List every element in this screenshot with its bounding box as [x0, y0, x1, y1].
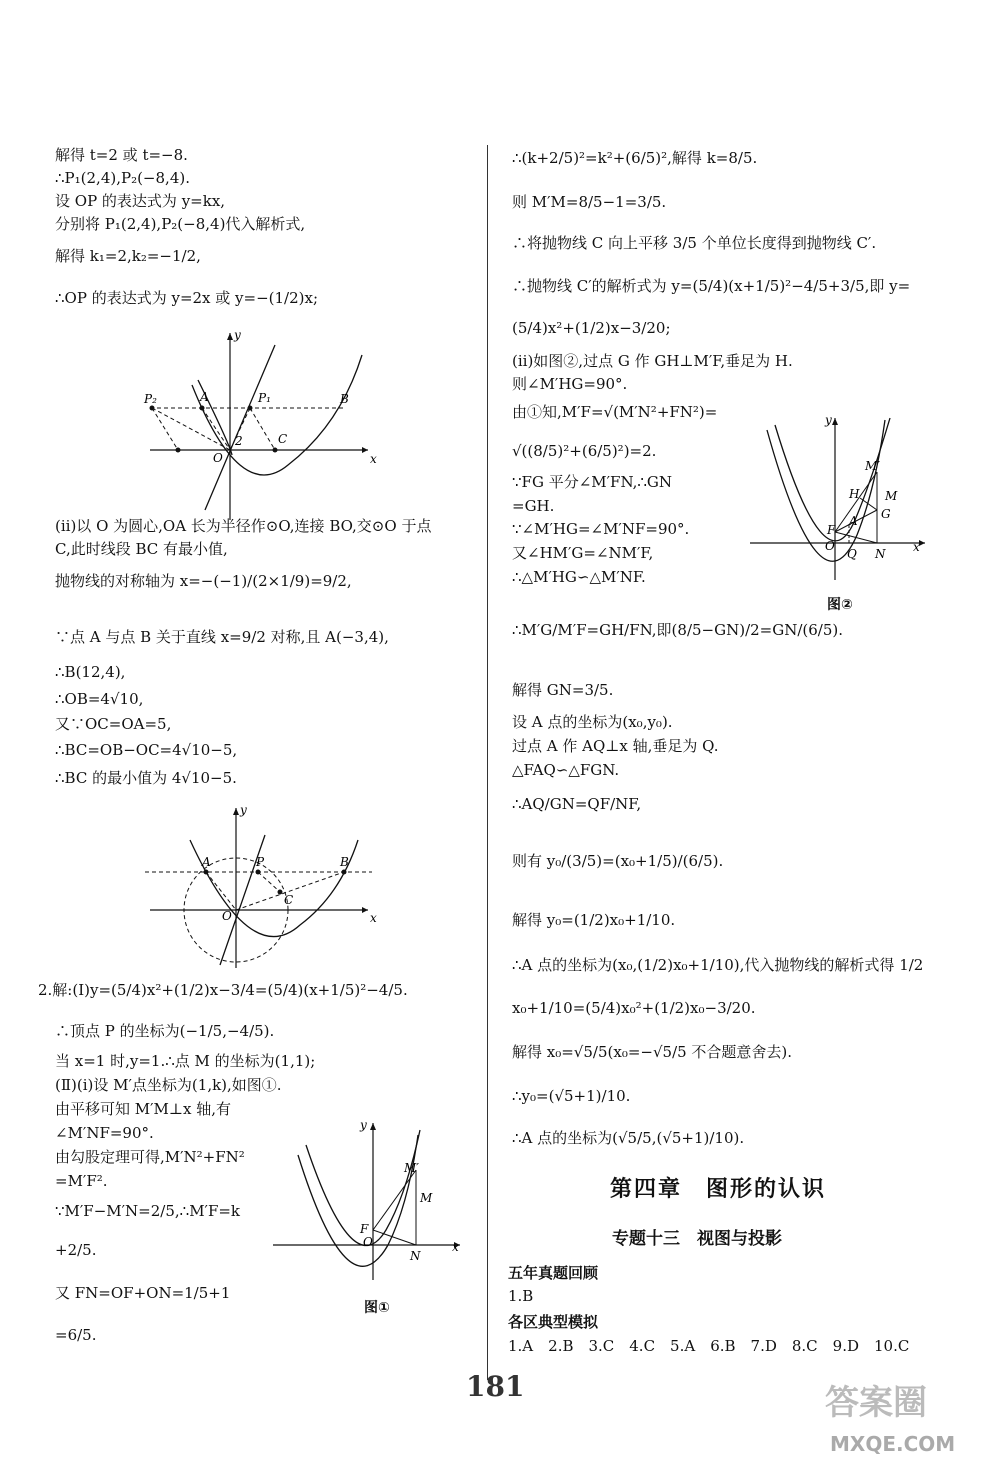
- text-line: 当 x=1 时,y=1.∴点 M 的坐标为(1,1);: [55, 1052, 316, 1070]
- text-line: 解得 k₁=2,k₂=−1/2,: [55, 247, 201, 265]
- axis-label: y: [360, 1118, 367, 1132]
- axis-label: x: [370, 452, 377, 466]
- axis-label: x: [913, 540, 920, 554]
- section-heading: 五年真题回顾: [508, 1264, 599, 1282]
- text-line: ∴OB=4√10,: [55, 690, 144, 708]
- text-line: 2.解:(Ⅰ)y=(5/4)x²+(1/2)x−3/4=(5/4)(x+1/5)²−4/5.: [38, 981, 408, 999]
- text-line: ∴将抛物线 C 向上平移 3/5 个单位长度得到抛物线 C′.: [512, 234, 877, 252]
- text-line: 由①知,M′F=√(M′N²+FN²)=: [512, 403, 718, 421]
- text-line: 则 M′M=8/5−1=3/5.: [512, 193, 667, 211]
- text-line: ∴BC=OB−OC=4√10−5,: [55, 741, 238, 759]
- text-line: ∴OP 的表达式为 y=2x 或 y=−(1/2)x;: [55, 289, 319, 307]
- figure-graph-op: [140, 325, 380, 525]
- point-label: M: [885, 489, 898, 503]
- figure-1: [268, 1115, 468, 1335]
- text-line: 设 OP 的表达式为 y=kx,: [55, 192, 226, 210]
- text-line: ∴BC 的最小值为 4√10−5.: [55, 769, 237, 787]
- point-label: B: [340, 392, 349, 406]
- point-label: N: [410, 1249, 421, 1263]
- text-line: 由平移可知 M′M⊥x 轴,有: [55, 1100, 231, 1118]
- text-line: ∴B(12,4),: [55, 663, 126, 681]
- point-label: O: [213, 451, 223, 465]
- point-label: Q: [847, 547, 857, 561]
- text-line: 又 FN=OF+ON=1/5+1: [55, 1284, 231, 1302]
- point-label: A: [849, 514, 858, 528]
- text-line: 则有 y₀/(3/5)=(x₀+1/5)/(6/5).: [512, 852, 724, 870]
- point-label: P₁: [258, 391, 271, 405]
- text-line: C,此时线段 BC 有最小值,: [55, 540, 228, 558]
- answer-line: 1.B: [508, 1287, 534, 1305]
- text-line: (ⅱ)以 O 为圆心,OA 长为半径作⊙O,连接 BO,交⊙O 于点: [55, 517, 432, 535]
- text-line: 解得 x₀=√5/5(x₀=−√5/5 不合题意舍去).: [512, 1043, 793, 1061]
- point-label: C: [278, 432, 288, 446]
- axis-label: y: [234, 328, 241, 342]
- text-line: ∴A 点的坐标为(√5/5,(√5+1)/10).: [512, 1129, 745, 1147]
- text-line: (5/4)x²+(1/2)x−3/20;: [512, 319, 671, 337]
- point-label: B: [340, 855, 349, 869]
- axis-label: x: [370, 911, 377, 925]
- point-label: M′: [865, 459, 881, 473]
- column-divider: [487, 145, 488, 1380]
- text-line: 又∵OC=OA=5,: [55, 715, 172, 733]
- point-label: F: [827, 523, 836, 537]
- figure-caption: 图②: [827, 597, 853, 613]
- text-line: ∴AQ/GN=QF/NF,: [512, 795, 642, 813]
- figure-caption: 图①: [364, 1300, 390, 1316]
- text-line: 设 A 点的坐标为(x₀,y₀).: [512, 713, 673, 731]
- text-line: ∴y₀=(√5+1)/10.: [512, 1087, 631, 1105]
- text-line: 抛物线的对称轴为 x=−(−1)/(2×1/9)=9/2,: [55, 572, 352, 590]
- point-label: M′: [404, 1161, 420, 1175]
- text-line: ∴(k+2/5)²=k²+(6/5)²,解得 k=8/5.: [512, 149, 758, 167]
- point-label: G: [881, 507, 891, 521]
- text-line: =GH.: [512, 497, 555, 515]
- text-line: 解得 t=2 或 t=−8.: [55, 146, 188, 164]
- figure-graph-circle: [140, 800, 380, 970]
- point-label: C: [284, 893, 294, 907]
- text-line: (Ⅱ)(ⅰ)设 M′点坐标为(1,k),如图①.: [55, 1076, 282, 1094]
- text-line: √((8/5)²+(6/5)²)=2.: [512, 442, 657, 460]
- point-label: F: [360, 1222, 369, 1236]
- text-line: ∵FG 平分∠M′FN,∴GN: [512, 473, 673, 491]
- point-label: A: [202, 855, 211, 869]
- point-label: O: [825, 539, 835, 553]
- text-line: 分别将 P₁(2,4),P₂(−8,4)代入解析式,: [55, 215, 306, 233]
- text-line: 由勾股定理可得,M′N²+FN²: [55, 1148, 245, 1166]
- text-line: ∴△M′HG∽△M′NF.: [512, 568, 646, 586]
- point-label: H: [849, 487, 860, 501]
- text-line: 过点 A 作 AQ⊥x 轴,垂足为 Q.: [512, 737, 719, 755]
- text-line: +2/5.: [55, 1241, 97, 1259]
- text-line: x₀+1/10=(5/4)x₀²+(1/2)x₀−3/20.: [512, 999, 756, 1017]
- text-line: ∴顶点 P 的坐标为(−1/5,−4/5).: [55, 1022, 275, 1040]
- text-line: 则∠M′HG=90°.: [512, 375, 628, 393]
- point-label: N: [875, 547, 886, 561]
- text-line: 解得 GN=3/5.: [512, 681, 614, 699]
- chapter-title: 第四章 图形的认识: [610, 1177, 827, 1202]
- text-line: ∠M′NF=90°.: [55, 1124, 154, 1142]
- point-label: P: [256, 855, 265, 869]
- axis-label: x: [452, 1240, 459, 1254]
- section-heading: 各区典型模拟: [508, 1313, 599, 1331]
- axis-label: y: [240, 803, 247, 817]
- text-line: (ⅱ)如图②,过点 G 作 GH⊥M′F,垂足为 H.: [512, 352, 793, 370]
- point-label: O: [363, 1235, 373, 1249]
- point-label: O: [222, 909, 232, 923]
- text-line: =M′F².: [55, 1172, 108, 1190]
- text-line: ∴M′G/M′F=GH/FN,即(8/5−GN)/2=GN/(6/5).: [512, 621, 844, 639]
- answer-line: 1.A 2.B 3.C 4.C 5.A 6.B 7.D 8.C 9.D 10.C: [508, 1337, 910, 1355]
- point-label: M: [420, 1191, 433, 1205]
- point-label: 2: [235, 434, 243, 448]
- watermark-url: MXQE.COM: [830, 1432, 956, 1456]
- watermark-logo: 答案圈: [825, 1383, 927, 1423]
- text-line: ∵点 A 与点 B 关于直线 x=9/2 对称,且 A(−3,4),: [55, 628, 389, 646]
- figure-2: [745, 410, 935, 613]
- text-line: ∴P₁(2,4),P₂(−8,4).: [55, 169, 190, 187]
- text-line: △FAQ∽△FGN.: [512, 761, 620, 779]
- text-line: ∵∠M′HG=∠M′NF=90°.: [512, 520, 690, 538]
- page-number: 181: [466, 1370, 525, 1403]
- point-label: A: [200, 390, 209, 404]
- text-line: ∴抛物线 C′的解析式为 y=(5/4)(x+1/5)²−4/5+3/5,即 y=: [512, 277, 911, 295]
- text-line: =6/5.: [55, 1326, 97, 1344]
- axis-label: y: [825, 413, 832, 427]
- point-label: P₂: [144, 392, 157, 406]
- text-line: ∴A 点的坐标为(x₀,(1/2)x₀+1/10),代入抛物线的解析式得 1/2: [512, 956, 924, 974]
- text-line: ∵M′F−M′N=2/5,∴M′F=k: [55, 1202, 241, 1220]
- topic-title: 专题十三 视图与投影: [612, 1229, 782, 1249]
- text-line: 又∠HM′G=∠NM′F,: [512, 544, 654, 562]
- text-line: 解得 y₀=(1/2)x₀+1/10.: [512, 911, 676, 929]
